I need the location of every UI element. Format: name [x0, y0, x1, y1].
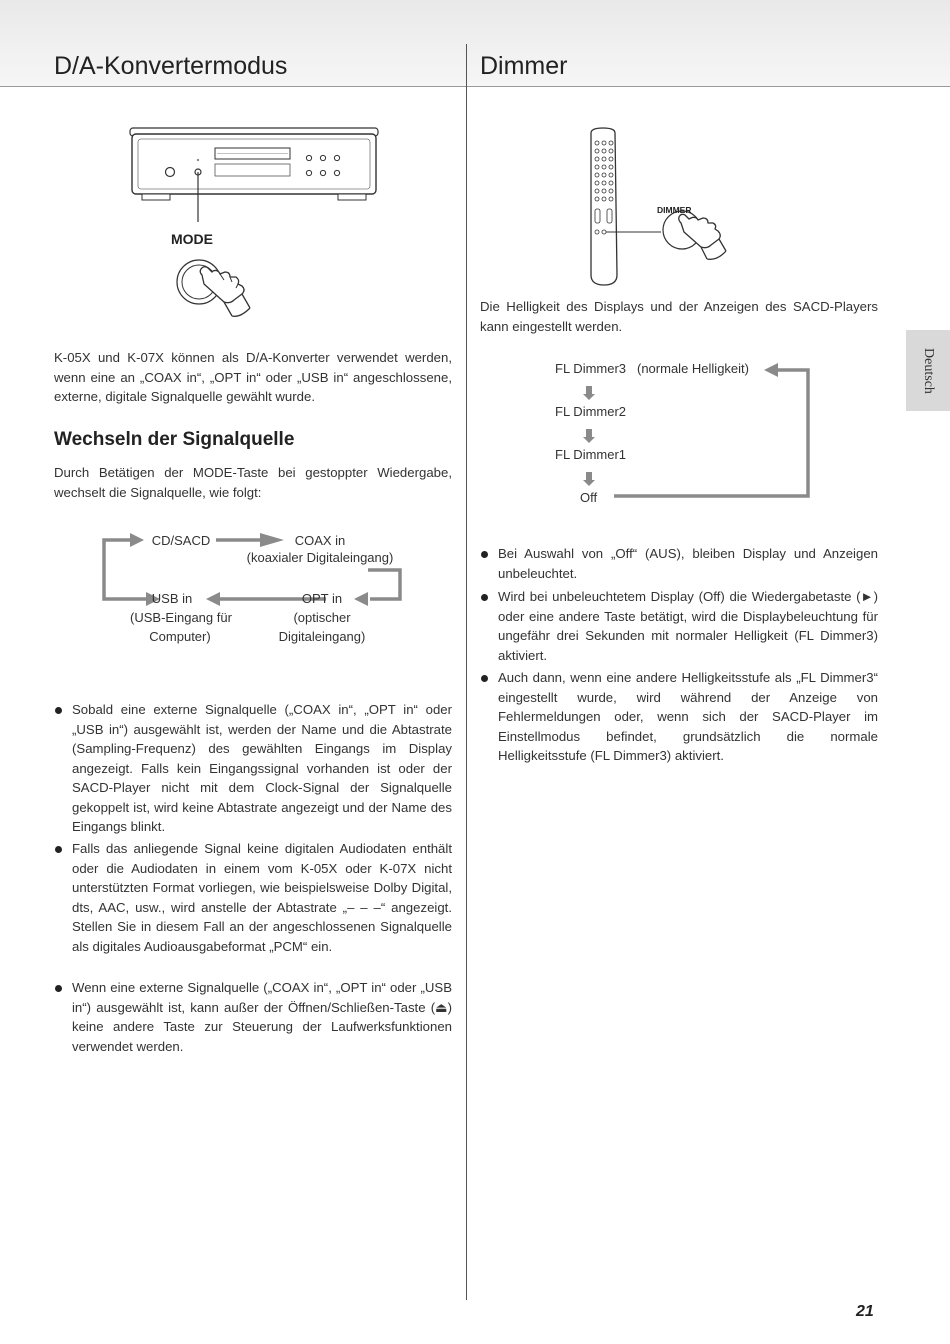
- left-intro: K-05X und K-07X können als D/A-Konverter verwendet werden, wenn eine an „COAX in“, „OPT in“ oder „USB in“ angeschlossene, externe, digitale Signalquelle gewählt wurde.: [54, 350, 452, 404]
- language-tab: Deutsch: [906, 330, 950, 411]
- sacd-player-illustration: [120, 122, 390, 337]
- column-divider: [466, 44, 467, 1300]
- right-bullet-3: Auch dann, wenn eine andere Helligkeitsstufe als „FL Dimmer3“ eingestellt wurde, wird während der Anzeige von Fehlermeldungen oder, wenn sich der SACD-Player im Einstellmodus befindet, grundsätzlich die normale Helligkeitsstufe (FL Dimmer3) aktiviert.: [498, 668, 878, 766]
- left-title: D/A-Konvertermodus: [54, 52, 288, 80]
- dimmer-step-3: FL Dimmer3: [555, 361, 627, 376]
- remote-illustration: [585, 125, 735, 290]
- dimmer-step-1: FL Dimmer1: [555, 447, 627, 462]
- section-title: Wechseln der Signalquelle: [54, 429, 295, 450]
- right-intro: Die Helligkeit des Displays und der Anzeigen des SACD-Players kann eingestellt werden.: [480, 299, 878, 334]
- cycle-usb: USB in: [151, 591, 193, 606]
- cycle-usb-sub1: (USB-Eingang für: [130, 610, 232, 625]
- cycle-cd: CD/SACD: [151, 533, 211, 548]
- left-bullet-2: Falls das anliegende Signal keine digitalen Audiodaten enthält oder die Audiodaten in einem vom K-05X oder K-07X nicht unterstützten Format vorliegen, wie beispielsweise Dolby Digital, dts, AAC, usw., wird anstelle der Abtastrate „– – –“ angezeigt. Stellen Sie in diesem Fall an der angeschlossenen Signalquelle als digitales Audioausgabeformat „PCM“ ein.: [72, 839, 452, 956]
- cycle-coax-sub: (koaxialer Digitaleingang): [246, 550, 394, 565]
- dimmer-normal-note: (normale Helligkeit): [637, 361, 749, 376]
- cycle-usb-sub2: Computer): [149, 629, 211, 644]
- section-intro: Durch Betätigen der MODE-Taste bei gestoppter Wiedergabe, wechselt die Signalquelle, wie folgt:: [54, 465, 452, 500]
- mode-label: MODE: [171, 231, 213, 247]
- right-bullet-2: Wird bei unbeleuchtetem Display (Off) die Wiedergabetaste (►) oder eine andere Taste betätigt, wird die Displaybeleuchtung für ungefähr drei Sekunden mit normaler Helligkeit (FL Dimmer3) aktiviert.: [498, 587, 878, 665]
- left-bullet-3: Wenn eine externe Signalquelle („COAX in“, „OPT in“ oder „USB in“) ausgewählt ist, kann außer der Öffnen/Schließen-Taste (⏏) keine andere Taste zur Steuerung der Laufwerksfunktionen verwendet werden.: [72, 978, 452, 1056]
- cycle-coax: COAX in: [294, 533, 346, 548]
- cycle-opt: OPT in: [301, 591, 343, 606]
- cycle-opt-sub2: Digitaleingang): [278, 629, 366, 644]
- cycle-opt-sub1: (optischer: [293, 610, 351, 625]
- page-number: 21: [856, 1303, 874, 1320]
- dimmer-label: DIMMER: [657, 205, 692, 215]
- left-bullet-1: Sobald eine externe Signalquelle („COAX in“, „OPT in“ oder „USB in“) ausgewählt ist, werden der Name und die Abtastrate (Sampling-Frequenz) des gewählten Eingangs im Display angezeigt. Falls kein Eingangssignal vorhanden ist oder der SACD-Player nicht mit dem Clock-Signal der Signalquelle gekoppelt ist, wird keine Abtastrate angezeigt und der Name des Eingangs blinkt.: [72, 700, 452, 837]
- right-bullet-1: Bei Auswahl von „Off“ (AUS), bleiben Display und Anzeigen unbeleuchtet.: [498, 544, 878, 583]
- right-title: Dimmer: [480, 52, 568, 80]
- dimmer-step-off: Off: [580, 490, 598, 505]
- dimmer-step-2: FL Dimmer2: [555, 404, 627, 419]
- dimmer-cycle-arrows: [580, 360, 815, 500]
